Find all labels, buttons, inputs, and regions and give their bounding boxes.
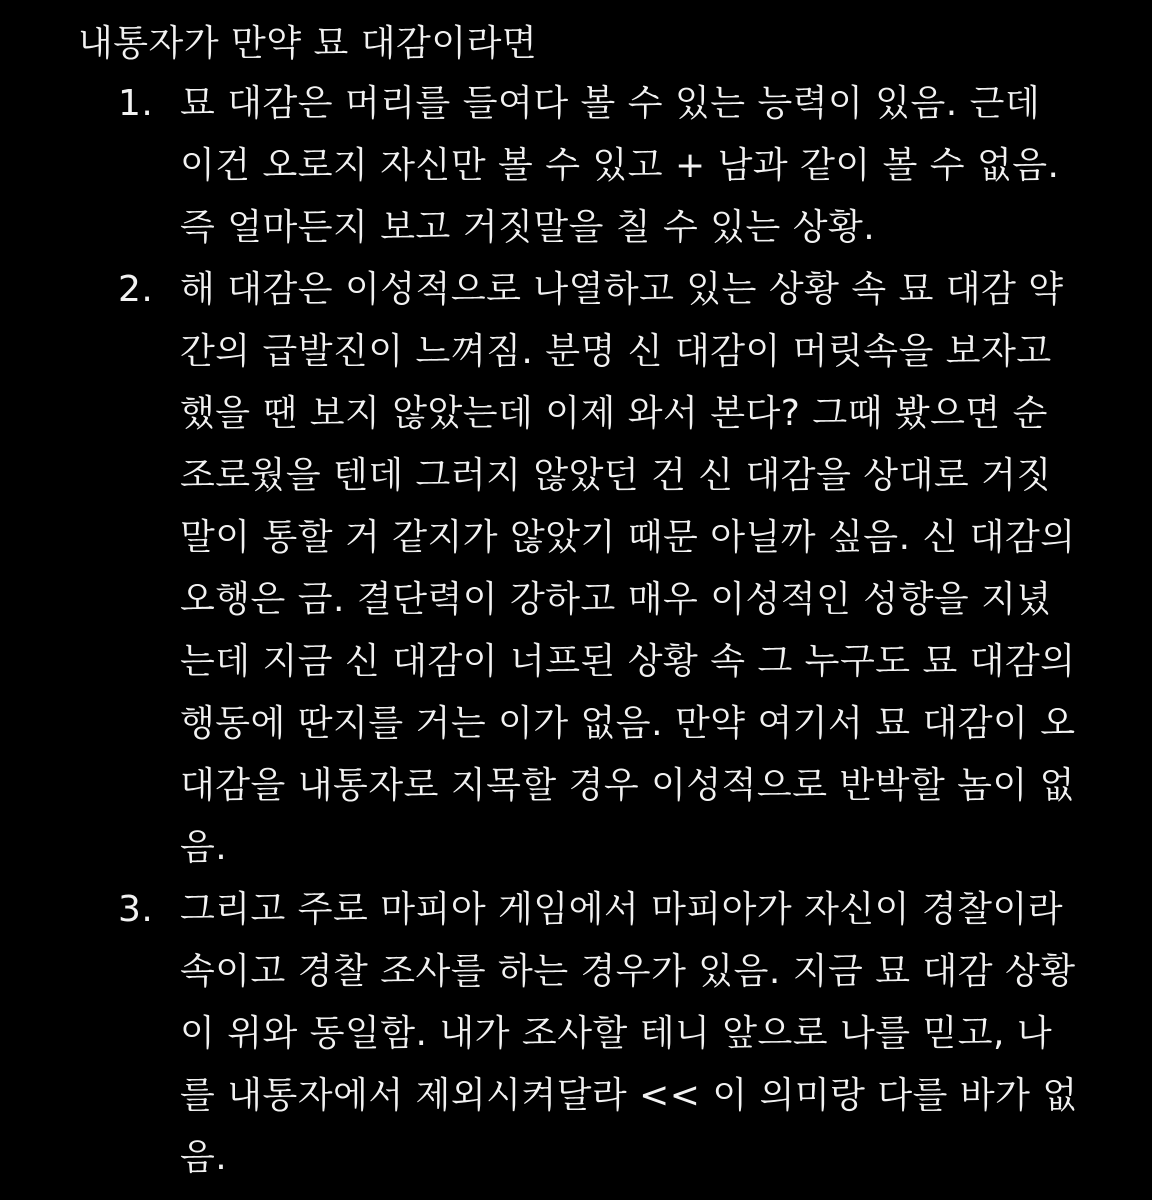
list-item-2-line-5: 말이 통할 거 같지가 않았기 때문 아닐까 싶음. 신 대감의 bbox=[180, 517, 1076, 558]
list-item-2-line-4: 조로웠을 텐데 그러지 않았던 건 신 대감을 상대로 거짓 bbox=[180, 455, 1052, 496]
list-item-3-line-5: 음. bbox=[180, 1137, 228, 1178]
list-item-1-line-1: 묘 대감은 머리를 들여다 볼 수 있는 능력이 있음. 근데 bbox=[180, 83, 1041, 124]
list-item-2-line-1: 해 대감은 이성적으로 나열하고 있는 상황 속 묘 대감 약 bbox=[180, 269, 1064, 310]
list-number-1: 1. bbox=[118, 83, 154, 124]
list-item-2-line-8: 행동에 딴지를 거는 이가 없음. 만약 여기서 묘 대감이 오 bbox=[180, 703, 1076, 744]
list-item-2-line-6: 오행은 금. 결단력이 강하고 매우 이성적인 성향을 지녔 bbox=[180, 579, 1052, 620]
list-item-3-line-4: 를 내통자에서 제외시켜달라 << 이 의미랑 다를 바가 없 bbox=[180, 1075, 1078, 1116]
list-item-2-line-10: 음. bbox=[180, 827, 228, 868]
list-number-3: 3. bbox=[118, 889, 154, 930]
list-item-3-line-1: 그리고 주로 마피아 게임에서 마피아가 자신이 경찰이라 bbox=[180, 889, 1064, 930]
list-item-3-line-3: 이 위와 동일함. 내가 조사할 테니 앞으로 나를 믿고, 나 bbox=[180, 1013, 1053, 1054]
list-item-2-line-3: 했을 땐 보지 않았는데 이제 와서 본다? 그때 봤으면 순 bbox=[180, 393, 1048, 434]
list-item-1-line-2: 이건 오로지 자신만 볼 수 있고 + 남과 같이 볼 수 없음. bbox=[180, 145, 1060, 186]
list-item-3-line-2: 속이고 경찰 조사를 하는 경우가 있음. 지금 묘 대감 상황 bbox=[180, 951, 1076, 992]
heading: 내통자가 만약 묘 대감이라면 bbox=[78, 23, 538, 64]
list-number-2: 2. bbox=[118, 269, 154, 310]
list-item-1-line-3: 즉 얼마든지 보고 거짓말을 칠 수 있는 상황. bbox=[180, 207, 876, 248]
list-item-2-line-7: 는데 지금 신 대감이 너프된 상황 속 그 누구도 묘 대감의 bbox=[180, 641, 1076, 682]
list-item-2-line-9: 대감을 내통자로 지목할 경우 이성적으로 반박할 놈이 없 bbox=[180, 765, 1075, 806]
list-item-2-line-2: 간의 급발진이 느껴짐. 분명 신 대감이 머릿속을 보자고 bbox=[180, 331, 1052, 372]
